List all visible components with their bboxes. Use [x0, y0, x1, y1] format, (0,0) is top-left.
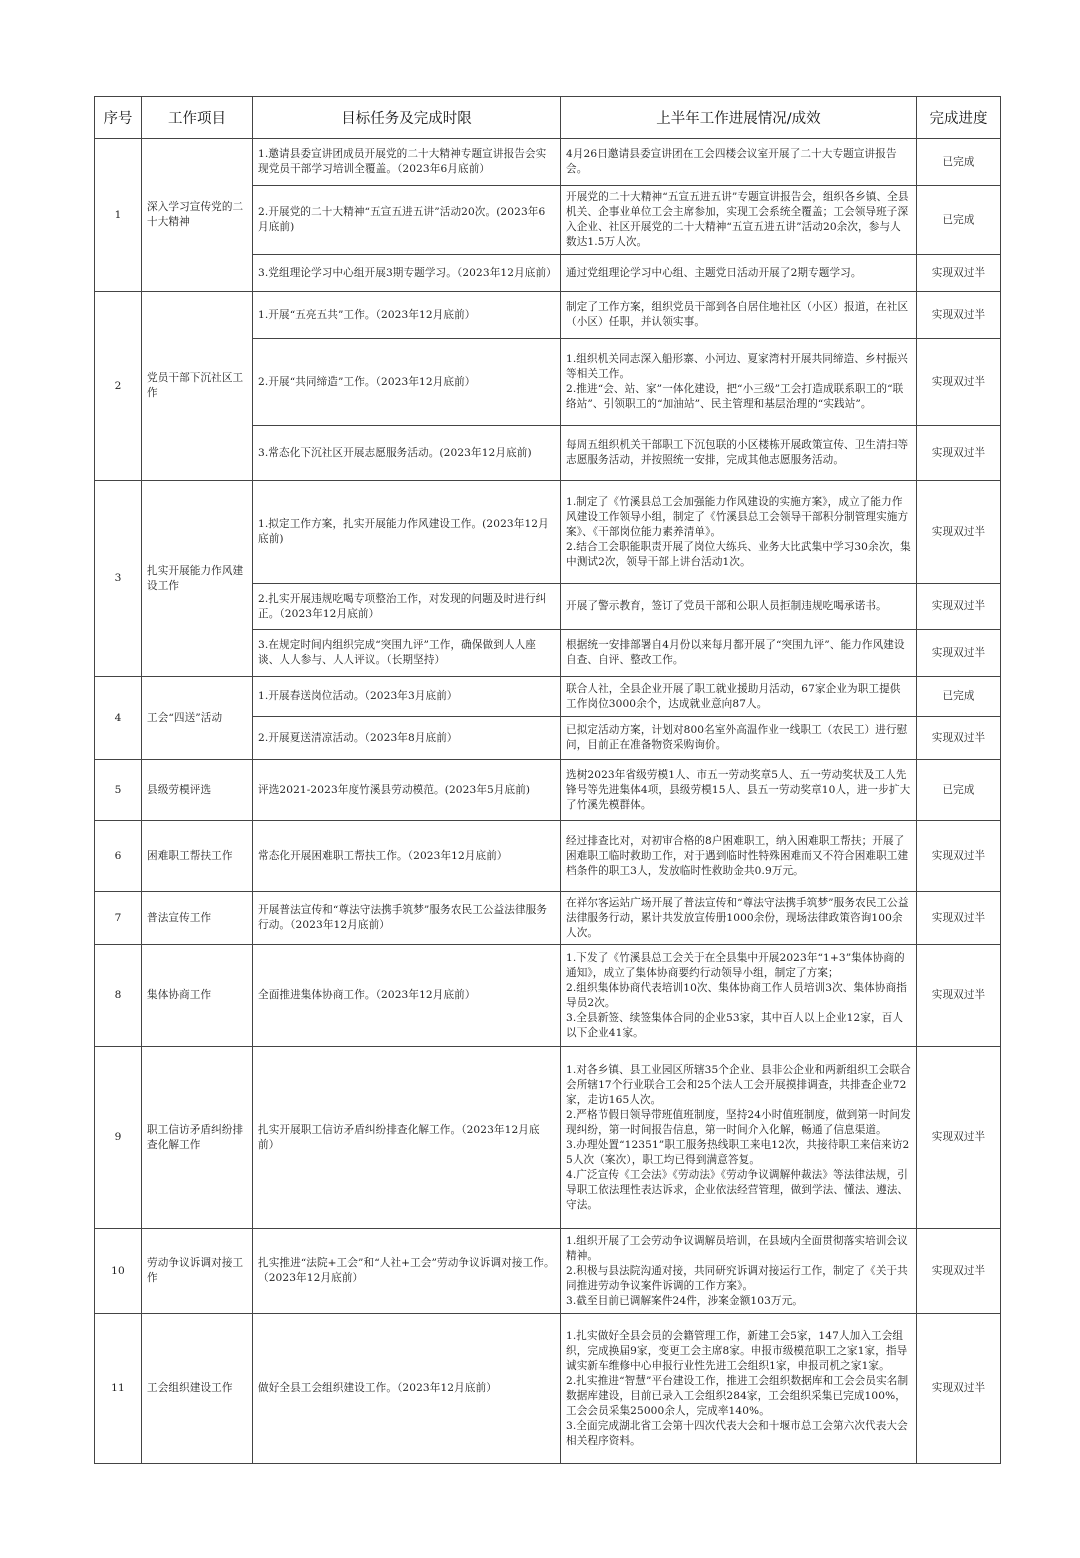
progress-text: 1.组织机关同志深入船形寨、小河边、夏家湾村开展共同缔造、乡村振兴等相关工作。 2.推进“会、站、家”一体化建设，把“小三级”工会打造成联系职工的“联络站”、引领职工的“加油站”、民主管理和基层治理的“实践站”。 [561, 339, 917, 426]
progress-text: 选树2023年省级劳模1人、市五一劳动奖章5人、五一劳动奖状及工人先锋号等先进集体4项，县级劳模15人、县五一劳动奖章10人，进一步扩大了竹溪先模群体。 [561, 760, 917, 821]
status-text: 实现双过半 [917, 1229, 1001, 1314]
row-number: 10 [95, 1229, 142, 1314]
row-number: 3 [95, 481, 142, 677]
table-row [95, 1314, 1001, 1464]
row-number: 5 [95, 760, 142, 821]
table-row [95, 1047, 1001, 1229]
status-text: 已完成 [917, 760, 1001, 821]
status-text: 实现双过半 [917, 584, 1001, 630]
target-task: 2.开展夏送清凉活动。（2023年8月底前） [253, 717, 561, 760]
progress-text: 1.对各乡镇、县工业园区所辖35个企业、县非公企业和两新组织工会联合会所辖17个行业联合工会和25个法人工会开展摸排调查，共排查企业72家，走访165人次。 2.严格节假日领导带班值班制度，坚持24小时值班制度，做到第一时间发现纠纷，第一时间报告信息，第一时间介入化解，畅通了信息渠道。 3.办理处置“12351”职工服务热线职工来电12次，共接待职工来信来访25人次（案次），职工均已得到满意答复。 4.广泛宣传《工会法》《劳动法》《劳动争议调解仲裁法》等法律法规，引导职工依法理性表达诉求，企业依法经营管理，做到学法、懂法、遵法、守法。 [561, 1047, 917, 1229]
header-work-item: 工作项目 [142, 97, 253, 139]
header-serial-number: 序号 [95, 97, 142, 139]
table-row [95, 892, 1001, 945]
progress-text: 已拟定活动方案，计划对800名室外高温作业一线职工（农民工）进行慰问，目前正在准备物资采购询价。 [561, 717, 917, 760]
table-body [95, 139, 1001, 1464]
status-text: 实现双过半 [917, 1314, 1001, 1464]
status-text: 实现双过半 [917, 426, 1001, 481]
row-number: 1 [95, 139, 142, 292]
target-task: 全面推进集体协商工作。（2023年12月底前） [253, 945, 561, 1047]
target-task: 3.党组理论学习中心组开展3期专题学习。（2023年12月底前） [253, 255, 561, 292]
target-task: 2.开展“共同缔造”工作。（2023年12月底前） [253, 339, 561, 426]
header-progress: 上半年工作进展情况/成效 [561, 97, 917, 139]
target-task: 做好全县工会组织建设工作。（2023年12月底前） [253, 1314, 561, 1464]
status-text: 已完成 [917, 677, 1001, 717]
table-row [95, 821, 1001, 892]
row-number: 6 [95, 821, 142, 892]
status-text: 实现双过半 [917, 255, 1001, 292]
status-text: 实现双过半 [917, 717, 1001, 760]
target-task: 3.常态化下沉社区开展志愿服务活动。(2023年12月底前) [253, 426, 561, 481]
status-text: 实现双过半 [917, 892, 1001, 945]
work-item: 扎实开展能力作风建设工作 [142, 481, 253, 677]
progress-text: 开展了警示教育，签订了党员干部和公职人员拒制违规吃喝承诺书。 [561, 584, 917, 630]
status-text: 实现双过半 [917, 945, 1001, 1047]
progress-text: 1.下发了《竹溪县总工会关于在全县集中开展2023年“1+3”集体协商的通知》，成立了集体协商要约行动领导小组，制定了方案； 2.组织集体协商代表培训10次、集体协商工作人员培训3次、集体协商指导员2次。 3.全县新签、续签集体合同的企业53家，其中百人以上企业12家，百人以下企业41家。 [561, 945, 917, 1047]
table-row [95, 139, 1001, 186]
progress-text: 根据统一安排部署自4月份以来每月都开展了“突围九评”、能力作风建设自查、自评、整改工作。 [561, 630, 917, 677]
row-number: 9 [95, 1047, 142, 1229]
progress-text: 联合人社，全县企业开展了职工就业援助月活动，67家企业为职工提供工作岗位3000余个，达成就业意向87人。 [561, 677, 917, 717]
row-number: 8 [95, 945, 142, 1047]
target-task: 1.开展春送岗位活动。（2023年3月底前） [253, 677, 561, 717]
work-item: 党员干部下沉社区工作 [142, 292, 253, 481]
progress-text: 通过党组理论学习中心组、主题党日活动开展了2期专题学习。 [561, 255, 917, 292]
target-task: 2.扎实开展违规吃喝专项整治工作，对发现的问题及时进行纠正。（2023年12月底前） [253, 584, 561, 630]
work-item: 职工信访矛盾纠纷排查化解工作 [142, 1047, 253, 1229]
target-task: 评选2021-2023年度竹溪县劳动模范。(2023年5月底前) [253, 760, 561, 821]
table-row [95, 1229, 1001, 1314]
row-number: 11 [95, 1314, 142, 1464]
status-text: 已完成 [917, 186, 1001, 255]
work-item: 集体协商工作 [142, 945, 253, 1047]
status-text: 实现双过半 [917, 821, 1001, 892]
work-progress-table [94, 96, 1001, 1464]
work-item: 普法宣传工作 [142, 892, 253, 945]
target-task: 1.邀请县委宣讲团成员开展党的二十大精神专题宣讲报告会实现党员干部学习培训全覆盖。（2023年6月底前） [253, 139, 561, 186]
target-task: 常态化开展困难职工帮扶工作。（2023年12月底前） [253, 821, 561, 892]
target-task: 开展普法宣传和“尊法守法携手筑梦”服务农民工公益法律服务行动。（2023年12月底前） [253, 892, 561, 945]
target-task: 2.开展党的二十大精神“五宣五进五讲”活动20次。(2023年6月底前) [253, 186, 561, 255]
table-row [95, 760, 1001, 821]
progress-text: 1.组织开展了工会劳动争议调解员培训，在县域内全面贯彻落实培训会议精神。 2.积极与县法院沟通对接，共同研究诉调对接运行工作，制定了《关于共同推进劳动争议案件诉调的工作方案》。 3.截至目前已调解案件24件，涉案金额103万元。 [561, 1229, 917, 1314]
table-row [95, 481, 1001, 584]
row-number: 7 [95, 892, 142, 945]
row-number: 2 [95, 292, 142, 481]
row-number: 4 [95, 677, 142, 760]
progress-text: 开展党的二十大精神“五宣五进五讲”专题宣讲报告会，组织各乡镇、全县机关、企事业单位工会主席参加，实现工会系统全覆盖；工会领导班子深入企业、社区开展党的二十大精神“五宣五进五讲”活动20余次，参与人数达1.5万人次。 [561, 186, 917, 255]
table-row [95, 292, 1001, 339]
target-task: 1.拟定工作方案，扎实开展能力作风建设工作。(2023年12月底前) [253, 481, 561, 584]
progress-text: 1.扎实做好全县会员的会籍管理工作，新建工会5家，147人加入工会组织，完成换届9家，变更工会主席8家。申报市级模范职工之家1家，指导诚实新车维修中心申报行业性先进工会组织1家，申报司机之家1家。 2.扎实推进“智慧”平台建设工作，推进工会组织数据库和工会会员实名制数据库建设，目前已录入工会组织284家，工会组织采集已完成100%，工会会员采集25000余人，完成率140%。 3.全面完成湖北省工会第十四次代表大会和十堰市总工会第六次代表大会相关程序资料。 [561, 1314, 917, 1464]
target-task: 1.开展“五亮五共”工作。（2023年12月底前） [253, 292, 561, 339]
progress-text: 每周五组织机关干部职工下沉包联的小区楼栋开展政策宣传、卫生清扫等志愿服务活动，并按照统一安排，完成其他志愿服务活动。 [561, 426, 917, 481]
progress-text: 制定了工作方案，组织党员干部到各自居住地社区（小区）报道，在社区（小区）任职，并认领实事。 [561, 292, 917, 339]
progress-text: 经过排查比对，对初审合格的8户困难职工，纳入困难职工帮扶；开展了困难职工临时救助工作，对于遇到临时性特殊困难而又不符合困难职工建档条件的职工3人，发放临时性救助金共0.9万元。 [561, 821, 917, 892]
status-text: 实现双过半 [917, 481, 1001, 584]
header-target-task: 目标任务及完成时限 [253, 97, 561, 139]
work-item: 深入学习宣传党的二十大精神 [142, 139, 253, 292]
progress-text: 4月26日邀请县委宣讲团在工会四楼会议室开展了二十大专题宣讲报告会。 [561, 139, 917, 186]
table-row [95, 945, 1001, 1047]
status-text: 已完成 [917, 139, 1001, 186]
table-row [95, 677, 1001, 717]
target-task: 扎实开展职工信访矛盾纠纷排查化解工作。（2023年12月底前） [253, 1047, 561, 1229]
status-text: 实现双过半 [917, 339, 1001, 426]
work-item: 县级劳模评选 [142, 760, 253, 821]
progress-text: 1.制定了《竹溪县总工会加强能力作风建设的实施方案》，成立了能力作风建设工作领导小组，制定了《竹溪县总工会领导干部积分制管理实施方案》、《干部岗位能力素养清单》。 2.结合工会职能职责开展了岗位大练兵、业务大比武集中学习30余次，集中测试2次，领导干部上讲台活动1次。 [561, 481, 917, 584]
target-task: 3.在规定时间内组织完成“突围九评”工作，确保做到人人座谈、人人参与、人人评议。（长期坚持） [253, 630, 561, 677]
work-item: 工会组织建设工作 [142, 1314, 253, 1464]
status-text: 实现双过半 [917, 292, 1001, 339]
status-text: 实现双过半 [917, 1047, 1001, 1229]
table-header-row [95, 97, 1001, 139]
progress-text: 在祥尔客运站广场开展了普法宣传和“尊法守法携手筑梦”服务农民工公益法律服务行动，累计共发放宣传册1000余份，现场法律政策咨询100余人次。 [561, 892, 917, 945]
status-text: 实现双过半 [917, 630, 1001, 677]
target-task: 扎实推进“法院+工会”和“人社+工会”劳动争议诉调对接工作。（2023年12月底前） [253, 1229, 561, 1314]
work-item: 工会“四送”活动 [142, 677, 253, 760]
header-completion-status: 完成进度 [917, 97, 1001, 139]
work-item: 劳动争议诉调对接工作 [142, 1229, 253, 1314]
work-item: 困难职工帮扶工作 [142, 821, 253, 892]
